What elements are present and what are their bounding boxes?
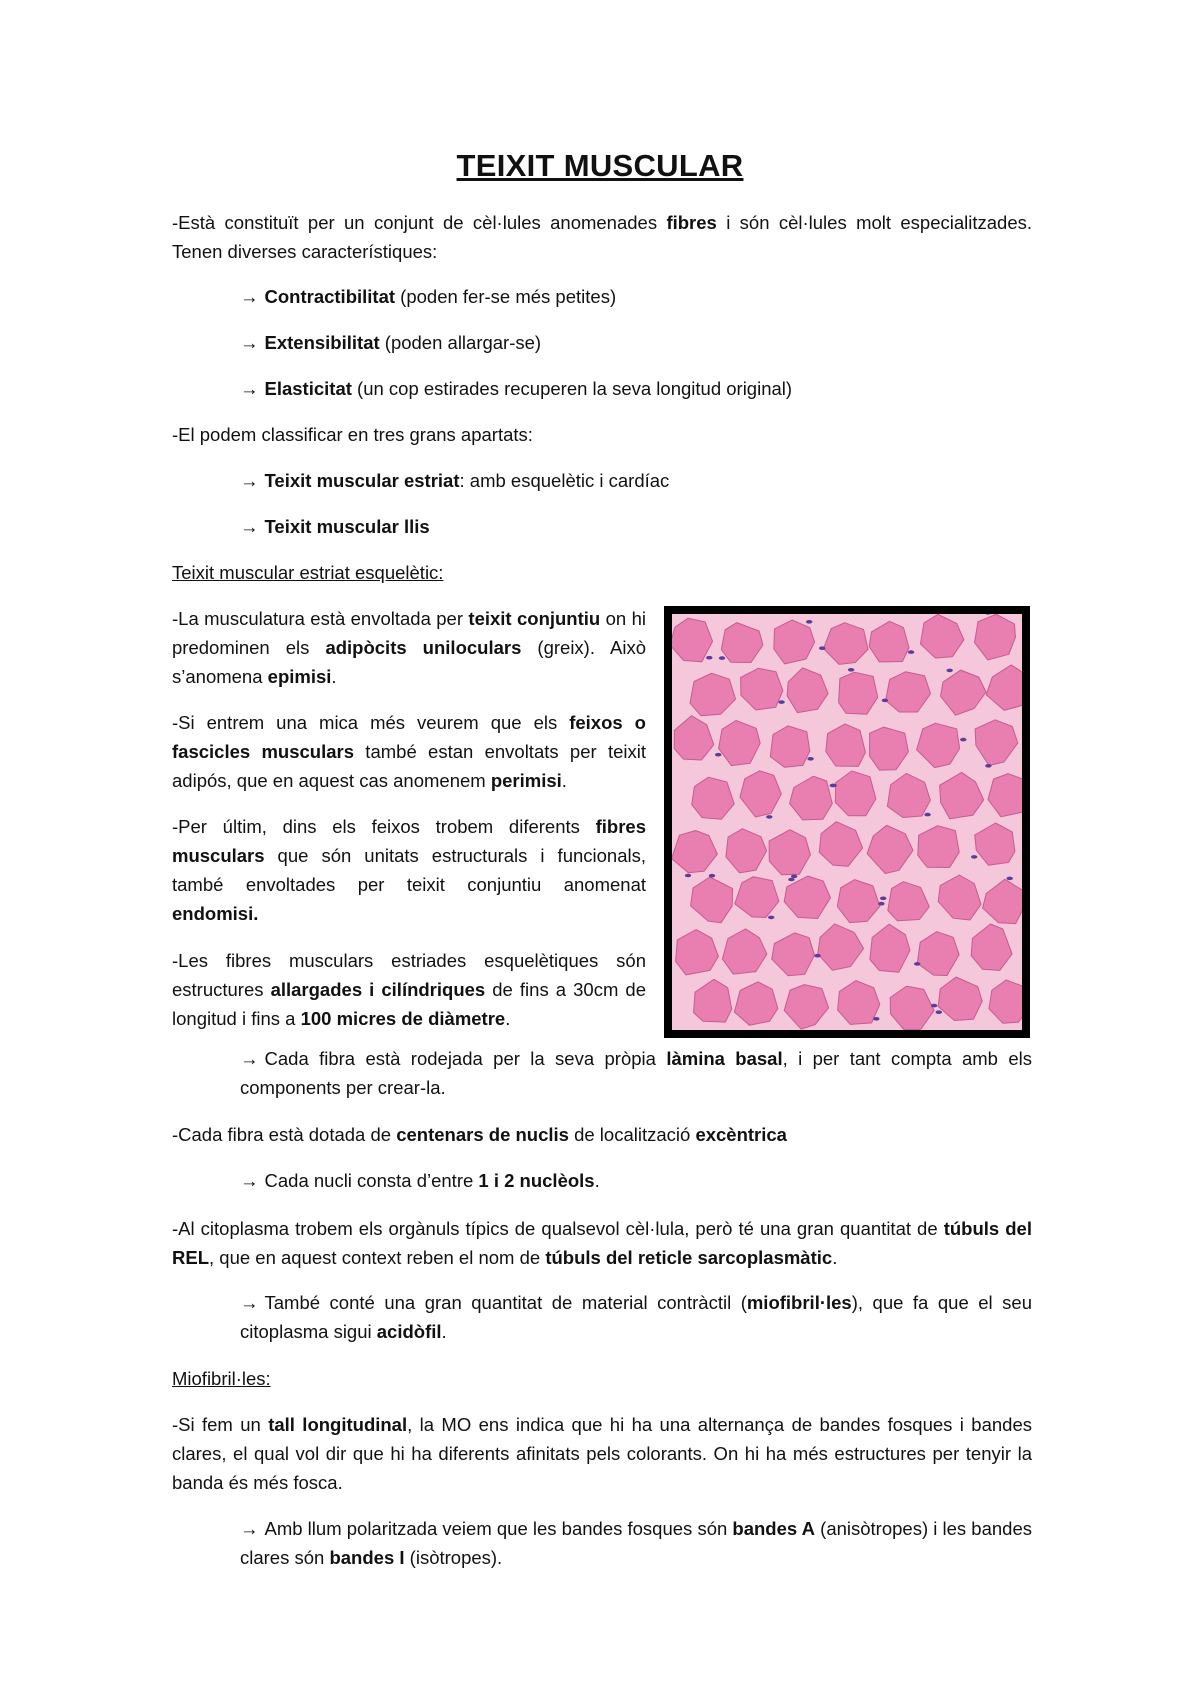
text: . [594,1170,600,1191]
paragraph-perimisi [172,708,646,795]
text: Cada fibra està rodejada per la seva pròpia [264,1048,667,1069]
bold-term: perimisi [490,770,562,791]
nucleus [931,1004,937,1008]
nucleus [880,897,886,901]
arrow-item-myofibrils [240,1288,1032,1346]
text: que són unitats estructurals i funcionals, també envoltades per teixit conjuntiu anomenat [172,845,646,895]
text: també estan envoltats per teixit adipós, que en aquest cas anomenem [172,741,646,791]
section-heading-myofibrils: Miofibril·les: [172,1368,271,1389]
nucleus [791,875,797,879]
nucleus [936,1010,942,1014]
nucleus [848,668,854,672]
text: -La musculatura està envoltada per [172,608,469,629]
micrograph-image [672,614,1022,1030]
bold-term: túbuls del reticle sarcoplasmàtic [545,1247,833,1268]
nucleus [908,650,914,654]
nucleus [914,962,920,966]
bold-term: 1 i 2 nuclèols [478,1170,595,1191]
bold-term: epimisi [267,666,332,687]
nucleus [960,738,966,742]
text: Cada nucli consta d’entre [264,1170,479,1191]
nucleus [814,954,820,958]
nucleus [685,874,691,878]
bold-term: miofibril·les [746,1292,852,1313]
paragraph-longitudinal-cut [172,1410,1032,1497]
nucleus [715,753,721,757]
nucleus [819,646,825,650]
arrow-icon: → [240,1518,259,1539]
text: . [331,666,337,687]
page-title: TEIXIT MUSCULAR [456,148,744,183]
text: -Les fibres musculars estriades esquelètiques són estructures [172,950,646,1000]
arrow-icon: → [240,1292,259,1313]
text: (poden fer-se més petites) [395,286,617,307]
bold-term: endomisi. [172,903,259,924]
bold-term: 100 micres de diàmetre [300,1008,506,1029]
bold-term: bandes I [329,1547,405,1568]
text: , que en aquest context reben el nom de [209,1247,546,1268]
bold-term: teixit conjuntiu [468,608,601,629]
paragraph-fibre-size [172,946,646,1033]
nucleus [873,1017,879,1021]
text: : amb esquelètic i cardíac [459,470,670,491]
text: , i per tant compta amb els components per crear-la. [240,1048,1032,1098]
nucleus [830,784,836,788]
bold-term: Contractibilitat [264,286,396,307]
text: on hi predominen els [172,608,646,658]
intro-paragraph [172,208,1032,266]
text: , la MO ens indica que hi ha una alternança de bandes fosques i bandes clares, el qual vol dir que hi ha diferents afinitats pels colorants. On hi ha més estructures per tenyir la banda és més fosca. [172,1414,1033,1493]
nucleus [806,620,812,624]
text: -Està constituït per un conjunt de cèl·lules anomenades [172,212,667,233]
nucleus [706,656,712,660]
arrow-item-nucleoli [240,1166,1032,1195]
bold-term: làmina basal [666,1048,783,1069]
arrow-icon: → [240,470,259,491]
nucleus [947,669,953,673]
text: . [505,1008,511,1029]
text: -Si entrem una mica més veurem que els [172,712,570,733]
section-heading-skeletal: Teixit muscular estriat esquelètic: [172,562,444,583]
paragraph-epimisi [172,604,646,691]
text: -Per últim, dins els feixos trobem diferents [172,816,596,837]
text: (un cop estirades recuperen la seva longitud original) [351,378,793,399]
arrow-item-basal-lamina [240,1044,1032,1102]
bold-term: fibres [666,212,717,233]
text: i són cèl·lules molt especialitzades. Tenen diverses característiques: [172,212,1033,262]
nucleus [709,874,715,878]
text: (greix). Això s’anomena [172,637,646,687]
nucleus [878,902,884,906]
nucleus [1007,877,1013,881]
nucleus [788,878,794,882]
arrow-icon: → [240,286,259,307]
bold-term: feixos o fascicles musculars [172,712,646,762]
bold-term: Elasticitat [264,378,352,399]
micrograph-skeletal-muscle [664,606,1030,1038]
text: . [832,1247,838,1268]
text: -Al citoplasma trobem els orgànuls típics de qualsevol cèl·lula, però té una gran quantitat de [172,1218,944,1239]
bold-term: fibres musculars [172,816,646,866]
text: de localització [568,1124,696,1145]
nucleus [807,757,813,761]
paragraph-nuclei [172,1120,1032,1149]
nucleus [768,916,774,920]
arrow-icon: → [240,378,259,399]
nucleus [778,700,784,704]
text: També conté una gran quantitat de material contràctil ( [264,1292,747,1313]
text: Amb llum polaritzada veiem que les bandes fosques són [264,1518,733,1539]
property-item-extensibility [240,328,1032,357]
text: (poden allargar-se) [379,332,542,353]
bold-term: túbuls del REL [172,1218,1032,1268]
text: -Cada fibra està dotada de [172,1124,397,1145]
nucleus [719,656,725,660]
property-item-elasticity [240,374,1032,403]
muscle-fiber [770,726,810,767]
paragraph-cytoplasm [172,1214,1032,1272]
bold-term: centenars de nuclis [396,1124,569,1145]
text: (isòtropes). [404,1547,503,1568]
type-item-striated [240,466,1032,495]
arrow-item-polarized-light [240,1514,1032,1572]
bold-term: Extensibilitat [264,332,380,353]
text: ), que fa que el seu citoplasma sigui [240,1292,1032,1342]
arrow-icon: → [240,1048,259,1069]
bold-term: adipòcits uniloculars [325,637,522,658]
bold-term: allargades i cilíndriques [270,979,486,1000]
bold-term: acidòfil [376,1321,442,1342]
text: (anisòtropes) i les bandes clares són [240,1518,1032,1568]
bold-term: bandes A [732,1518,816,1539]
nucleus [766,815,772,819]
arrow-icon: → [240,1170,259,1191]
classify-paragraph: -El podem classificar en tres grans apartats: [172,424,533,445]
bold-term: tall longitudinal [268,1414,408,1435]
arrow-icon: → [240,332,259,353]
nucleus [924,813,930,817]
arrow-icon: → [240,516,259,537]
text: . [441,1321,447,1342]
property-item-contractibility [240,282,1032,311]
paragraph-endomisi [172,812,646,928]
type-item-smooth [240,512,1032,541]
nucleus [882,699,888,703]
nucleus [971,855,977,859]
text: -Si fem un [172,1414,269,1435]
bold-term: excèntrica [695,1124,787,1145]
text: de fins a 30cm de longitud i fins a [172,979,646,1029]
nucleus [985,764,991,768]
text: . [561,770,567,791]
bold-term: Teixit muscular llis [264,516,430,537]
bold-term: Teixit muscular estriat [264,470,460,491]
